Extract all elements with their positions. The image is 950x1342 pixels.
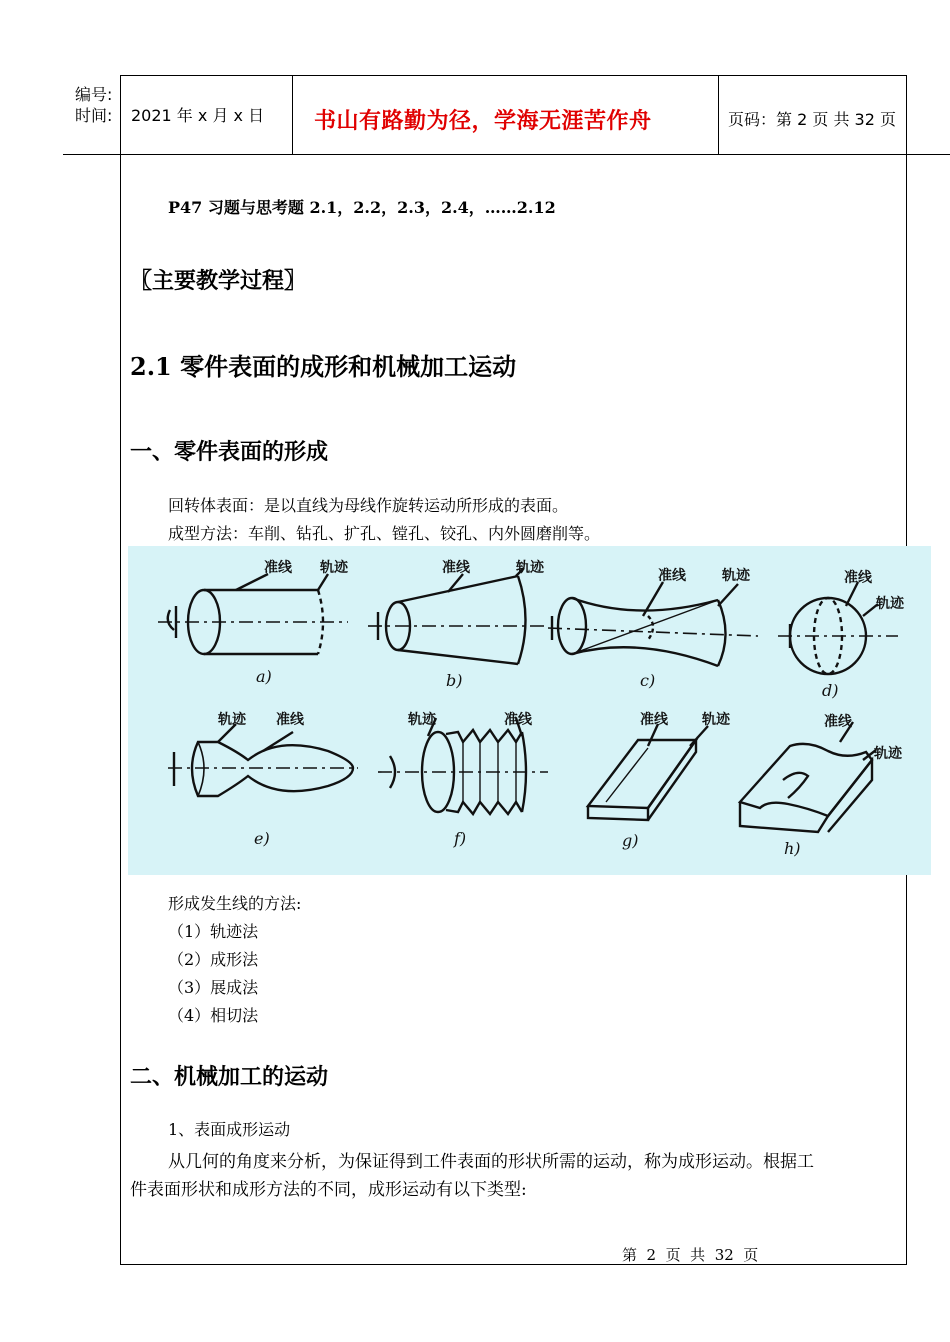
label-directrix-d: 准线 [844, 570, 872, 586]
label-trajectory-h: 轨迹 [874, 746, 902, 762]
revolve-text: 回转体表面：是以直线为母线作旋转运动所形成的表面。 [168, 496, 569, 515]
number-label: 编号: [75, 85, 113, 104]
method-item-4: （4）相切法 [168, 1006, 259, 1025]
exercise-line: P47 习题与思考题 2.1，2.2，2.3，2.4，……2.12 [168, 198, 556, 217]
caption-b: b) [446, 671, 463, 690]
subsection-title-2: 二、机械加工的运动 [130, 1064, 329, 1090]
motion-item: 1、表面成形运动 [168, 1120, 291, 1139]
label-trajectory-f: 轨迹 [408, 712, 436, 728]
label-directrix-c: 准线 [658, 568, 686, 584]
header-motto: 书山有路勤为径，学海无涯苦作舟 [314, 109, 652, 134]
label-trajectory-c: 轨迹 [722, 568, 750, 584]
header-divider-2 [718, 75, 719, 155]
method-item-2: （2）成形法 [168, 950, 259, 969]
header-divider-1 [292, 75, 293, 155]
header-page-info: 页码：第 2 页 共 32 页 [728, 110, 896, 129]
time-label: 时间: [75, 106, 113, 125]
caption-d: d) [822, 681, 839, 700]
surface-formation-figure [128, 546, 931, 875]
figure-drawing [128, 546, 931, 875]
method-item-3: （3）展成法 [168, 978, 259, 997]
caption-g: g) [622, 831, 639, 850]
left-border [120, 75, 121, 1265]
label-trajectory-d: 轨迹 [876, 596, 904, 612]
label-directrix-g: 准线 [640, 712, 668, 728]
caption-f: f) [454, 829, 467, 848]
paragraph-line-2: 件表面形状和成形方法的不同，成形运动有以下类型: [130, 1180, 527, 1200]
header-top-rule [120, 75, 906, 76]
label-directrix-a: 准线 [264, 560, 292, 576]
label-trajectory-b: 轨迹 [516, 560, 544, 576]
caption-a: a) [256, 667, 272, 686]
label-trajectory-e: 轨迹 [218, 712, 246, 728]
label-directrix-f: 准线 [504, 712, 532, 728]
label-trajectory-a: 轨迹 [320, 560, 348, 576]
process-heading: 〖主要教学过程〗 [130, 268, 307, 294]
generatrix-methods-title: 形成发生线的方法: [168, 894, 302, 913]
subsection-title-1: 一、零件表面的形成 [130, 439, 329, 465]
method-text: 成型方法：车削、钻孔、扩孔、镗孔、铰孔、内外圆磨削等。 [168, 524, 601, 543]
paragraph-line-1: 从几何的角度来分析，为保证得到工件表面的形状所需的运动，称为成形运动。根据工 [168, 1152, 814, 1172]
section-title: 2.1 零件表面的成形和机械加工运动 [130, 352, 517, 381]
page-footer: 第 2 页 共 32 页 [622, 1246, 759, 1264]
label-directrix-b: 准线 [442, 560, 470, 576]
caption-c: c) [640, 671, 656, 690]
header-date: 2021 年 x 月 x 日 [131, 106, 265, 125]
label-directrix-h: 准线 [824, 714, 852, 730]
bottom-border [120, 1264, 907, 1265]
label-trajectory-g: 轨迹 [702, 712, 730, 728]
label-directrix-e: 准线 [276, 712, 304, 728]
caption-h: h) [784, 839, 801, 858]
caption-e: e) [254, 829, 270, 848]
header-bottom-rule [63, 154, 950, 155]
method-item-1: （1）轨迹法 [168, 922, 259, 941]
